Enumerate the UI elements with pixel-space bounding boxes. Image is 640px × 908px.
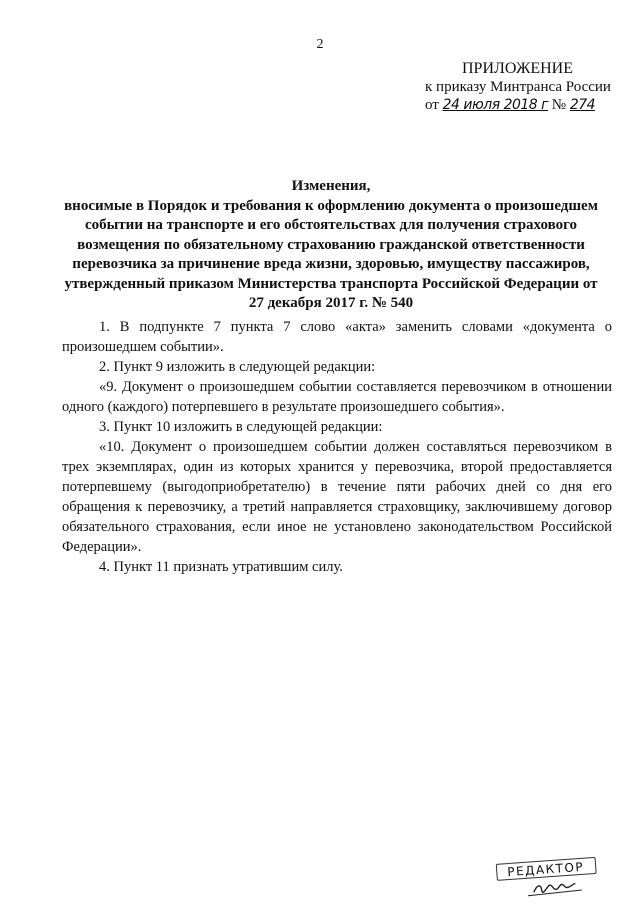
attachment-block: [420, 60, 625, 114]
paragraph-6: 4. Пункт 11 признать утратившим силу.: [99, 559, 343, 575]
heading-line: событии на транспорте и его обстоятельствах для получения страхового: [84, 217, 578, 233]
attachment-title: ПРИЛОЖЕНИЕ: [462, 60, 574, 77]
handwritten-number: 274: [569, 97, 596, 113]
heading-line: Изменения,: [291, 178, 371, 194]
paragraph-3: «9. Документ о произошедшем событии составляется перевозчиком в отношении одного (каждого) потерпевшего в результате произошедшего события».: [62, 379, 612, 415]
paragraph-5: «10. Документ о произошедшем событии должен составляться перевозчиком в трех экземплярах, один из которых хранится у перевозчика, второй предоставляется потерпевшему (выгодоприобретателю) в течение пяти рабочих дней со дня его обращения к перевозчику, а третий направляется страховщику, заключившему договор обязательного страхования, если иное не установлено законодательством Российской Федерации».: [62, 439, 612, 555]
heading-line: утвержденный приказом Министерства транспорта Российской Федерации от: [64, 275, 598, 292]
stamp-label: РЕДАКТОР: [496, 857, 597, 881]
heading-line: 27 декабря 2017 г. № 540: [248, 295, 414, 311]
heading-line: возмещения по обязательному страхованию гражданской ответственности: [77, 236, 585, 253]
paragraph-2: 2. Пункт 9 изложить в следующей редакции:: [99, 359, 376, 375]
editor-stamp: [496, 856, 609, 904]
paragraph-1: 1. В подпункте 7 пункта 7 слово «акта» заменить словами «документа о произошедшем событии».: [62, 319, 612, 355]
date-prefix: от: [425, 97, 439, 113]
heading-line: перевозчика за причинение вреда жизни, здоровью, имуществу пассажиров,: [72, 256, 590, 272]
page-number: 2: [316, 37, 324, 52]
paragraph-4: 3. Пункт 10 изложить в следующей редакции:: [99, 419, 383, 435]
attachment-reference: к приказу Минтранса России: [425, 79, 611, 95]
document-heading: [48, 177, 614, 314]
handwritten-date: 24 июля 2018 г: [442, 97, 549, 113]
attachment-date-line: [420, 96, 625, 114]
number-prefix: №: [551, 97, 567, 113]
heading-line: вносимые в Порядок и требования к оформлению документа о произошедшем: [64, 197, 598, 214]
document-body: [62, 317, 612, 577]
